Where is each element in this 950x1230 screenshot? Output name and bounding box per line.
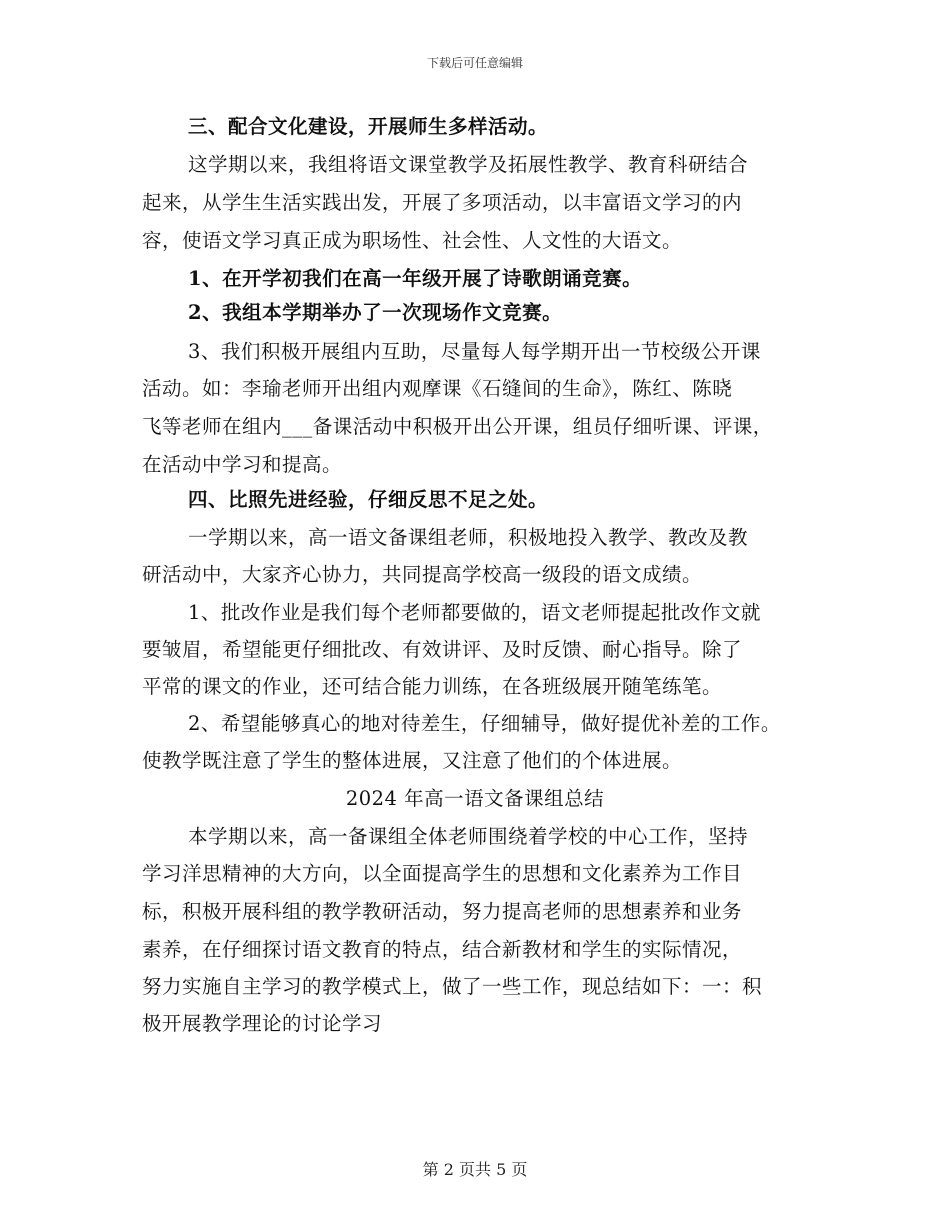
paragraph-line: 1、批改作业是我们每个老师都要做的，语文老师提起批改作文就 [188, 601, 761, 624]
paragraph-line: 在活动中学习和提高。 [142, 453, 343, 476]
page-header: 下载后可任意编辑 [426, 56, 523, 70]
paragraph-line: 起来，从学生生活实践出发，开展了多项活动，以丰富语文学习的内 [142, 191, 743, 214]
list-item-bold: 1、在开学初我们在高一年级开展了诗歌朗诵竞赛。 [188, 267, 643, 290]
paragraph-line: 容，使语文学习真正成为职场性、社会性、人文性的大语文。 [142, 229, 683, 252]
paragraph-line: 飞等老师在组内___备课活动中积极开出公开课，组员仔细听课、评课， [142, 415, 773, 438]
paragraph-line: 3、我们积极开展组内互助，尽量每人每学期开出一节校级公开课 [188, 340, 761, 363]
section-heading-3: 三、配合文化建设，开展师生多样活动。 [188, 115, 549, 138]
paragraph-line: 本学期以来，高一备课组全体老师围绕着学校的中心工作，坚持 [188, 825, 749, 848]
paragraph-line: 一学期以来，高一语文备课组老师，积极地投入教学、教改及教 [188, 526, 749, 549]
paragraph-line: 这学期以来，我组将语文课堂教学及拓展性教学、教育科研结合 [188, 153, 749, 176]
paragraph-line: 素养，在仔细探讨语文教育的特点，结合新教材和学生的实际情况， [142, 938, 743, 961]
page-footer: 第 2 页共 5 页 [422, 1160, 528, 1179]
paragraph-line: 研活动中，大家齐心协力，共同提高学校高一级段的语文成绩。 [142, 563, 703, 586]
paragraph-line: 2、希望能够真心的地对待差生，仔细辅导，做好提优补差的工作。 [188, 712, 781, 735]
paragraph-line: 学习洋思精神的大方向，以全面提高学生的思想和文化素养为工作目 [142, 862, 743, 885]
list-item-bold: 2、我组本学期举办了一次现场作文竞赛。 [188, 301, 563, 324]
paragraph-line: 平常的课文的作业，还可结合能力训练，在各班级展开随笔练笔。 [142, 675, 723, 698]
paragraph-line: 使教学既注意了学生的整体进展，又注意了他们的个体进展。 [142, 749, 683, 772]
paragraph-line: 标，积极开展科组的教学教研活动，努力提高老师的思想素养和业务 [142, 900, 743, 923]
paragraph-line: 活动。如：李瑜老师开出组内观摩课《石缝间的生命》，陈红、陈晓 [142, 377, 733, 400]
section-heading-4: 四、比照先进经验，仔细反思不足之处。 [188, 488, 549, 511]
document-title: 2024 年高一语文备课组总结 [345, 787, 605, 810]
paragraph-line: 要皱眉，希望能更仔细批改、有效讲评、及时反馈、耐心指导。除了 [142, 638, 743, 661]
paragraph-line: 努力实施自主学习的教学模式上，做了一些工作，现总结如下：一：积 [142, 975, 763, 998]
paragraph-line: 极开展教学理论的讨论学习 [142, 1012, 383, 1035]
